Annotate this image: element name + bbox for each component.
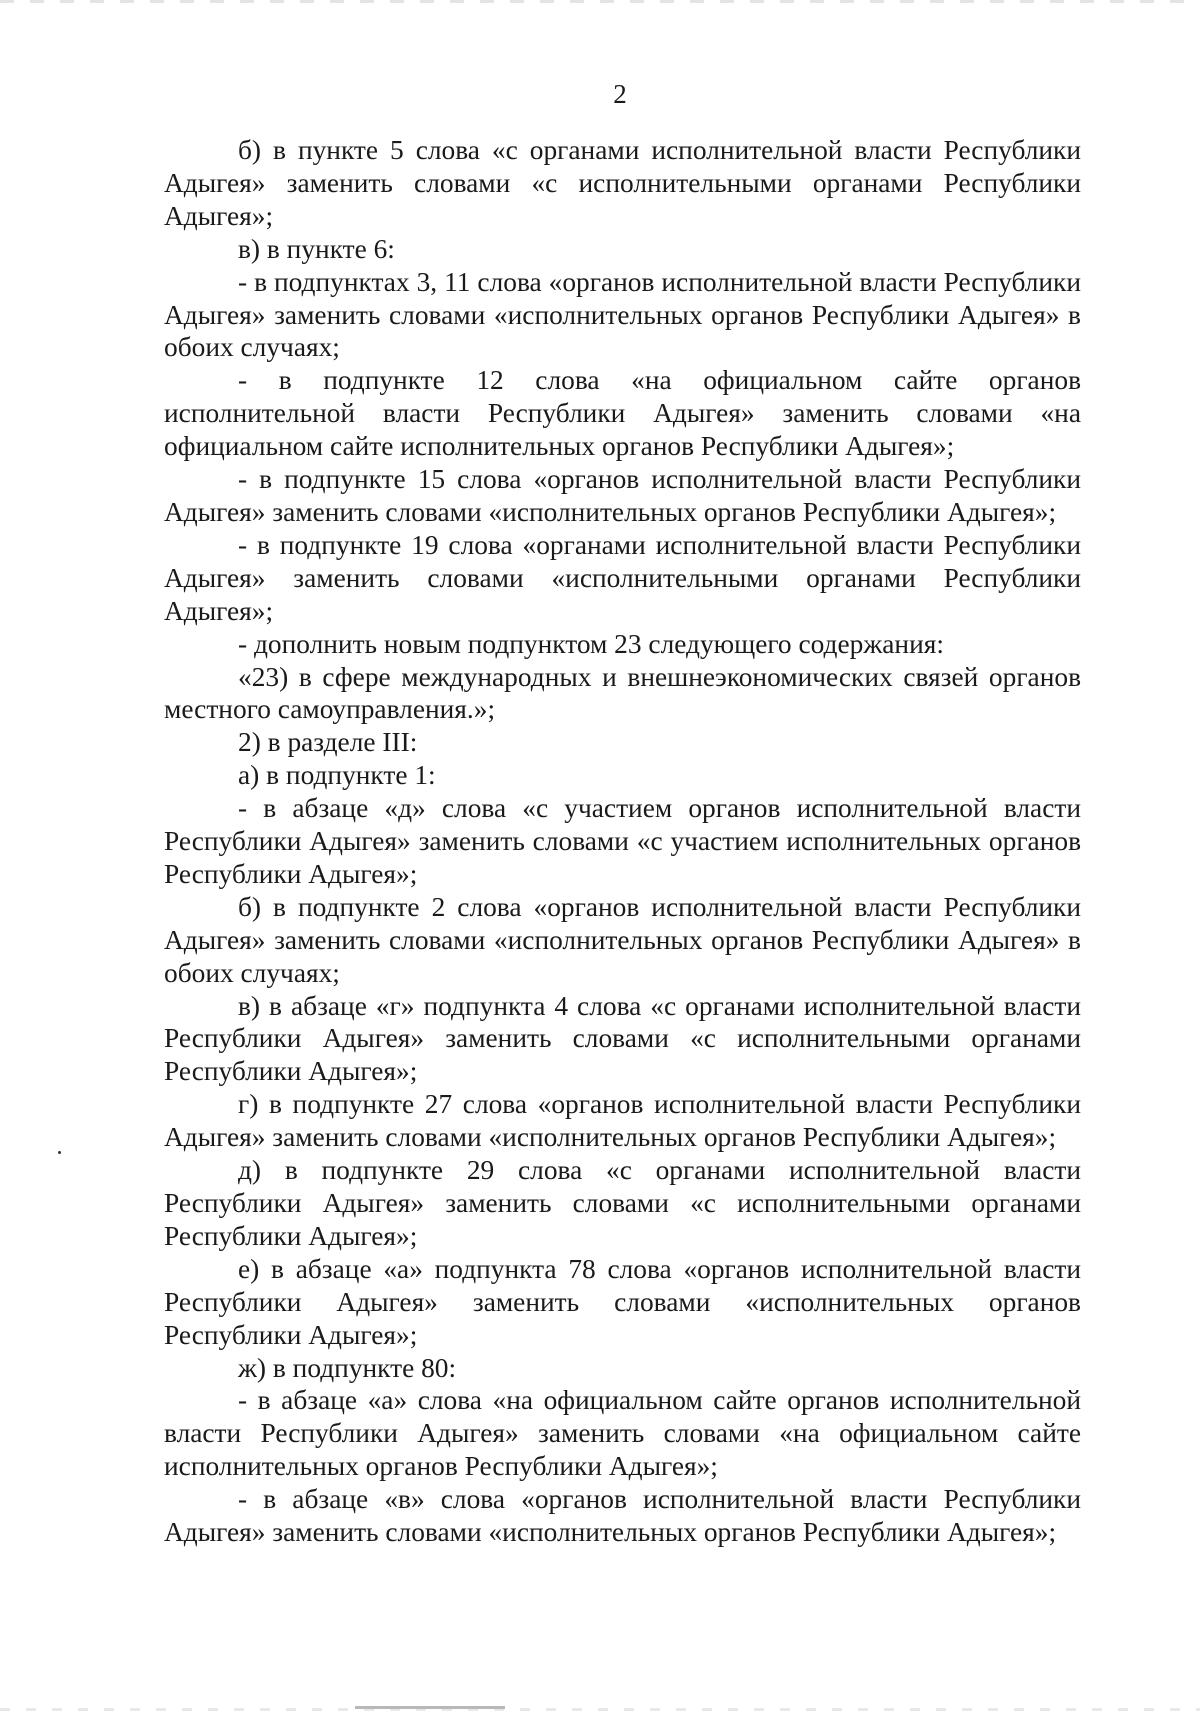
paragraph: б) в подпункте 2 слова «органов исполнительной власти Республики Адыгея» заменить словами «исполнительных органов Республики Адыгея» в обоих случаях; bbox=[164, 891, 1081, 988]
paragraph: е) в абзаце «а» подпункта 78 слова «органов исполнительной власти Республики Адыгея» заменить словами «исполнительных органов Республики Адыгея»; bbox=[164, 1253, 1081, 1350]
paragraph: а) в подпункте 1: bbox=[238, 760, 436, 791]
page-number: 2 bbox=[613, 79, 627, 109]
paragraph: - в подпунктах 3, 11 слова «органов исполнительной власти Республики Адыгея» заменить словами «исполнительных органов Республики Адыгея» в обоих случаях; bbox=[164, 266, 1081, 363]
paragraph: - в подпункте 19 слова «органами исполнительной власти Республики Адыгея» заменить словами «исполнительными органами Республики Адыгея»; bbox=[164, 529, 1081, 626]
paragraph: - в абзаце «д» слова «с участием органов исполнительной власти Республики Адыгея» заменить словами «с участием исполнительных органов Республики Адыгея»; bbox=[164, 793, 1081, 889]
paragraph: б) в пункте 5 слова «с органами исполнительной власти Республики Адыгея» заменить словами «с исполнительными органами Республики Адыгея»; bbox=[164, 135, 1081, 231]
scan-bottom-mark bbox=[355, 1706, 505, 1709]
paragraph: ж) в подпункте 80: bbox=[238, 1352, 457, 1383]
paragraph: в) в абзаце «г» подпункта 4 слова «с органами исполнительной власти Республики Адыгея» заменить словами «с исполнительными органами Республики Адыгея»; bbox=[164, 990, 1081, 1087]
document-body bbox=[164, 134, 1081, 1549]
paragraph: - в подпункте 15 слова «органов исполнительной власти Республики Адыгея» заменить словами «исполнительных органов Республики Адыгея»; bbox=[164, 464, 1081, 527]
paragraph: г) в подпункте 27 слова «органов исполнительной власти Республики Адыгея» заменить словами «исполнительных органов Республики Адыгея»; bbox=[164, 1089, 1081, 1153]
scan-top-edge bbox=[0, 0, 1200, 3]
paragraph: в) в пункте 6: bbox=[238, 233, 395, 264]
paragraph: - в абзаце «в» слова «органов исполнительной власти Республики Адыгея» заменить словами «исполнительных органов Республики Адыгея»; bbox=[164, 1484, 1081, 1548]
paragraph: «23) в сфере международных и внешнеэкономических связей органов местного самоуправления.»; bbox=[164, 661, 1081, 725]
paragraph: - в подпункте 12 слова «на официальном сайте органов исполнительной власти Республики Адыгея» заменить словами «на официальном сайте исполнительных органов Республики Адыгея»; bbox=[164, 365, 1081, 462]
paragraph: д) в подпункте 29 слова «с органами исполнительной власти Республики Адыгея» заменить словами «с исполнительными органами Республики Адыгея»; bbox=[164, 1155, 1081, 1251]
paragraph: - дополнить новым подпунктом 23 следующего содержания: bbox=[238, 628, 944, 659]
scan-speck bbox=[58, 1151, 61, 1154]
paragraph: 2) в разделе III: bbox=[238, 727, 418, 758]
paragraph: - в абзаце «а» слова «на официальном сайте органов исполнительной власти Республики Адыгея» заменить словами «на официальном сайте исполнительных органов Республики Адыгея»; bbox=[164, 1385, 1081, 1482]
